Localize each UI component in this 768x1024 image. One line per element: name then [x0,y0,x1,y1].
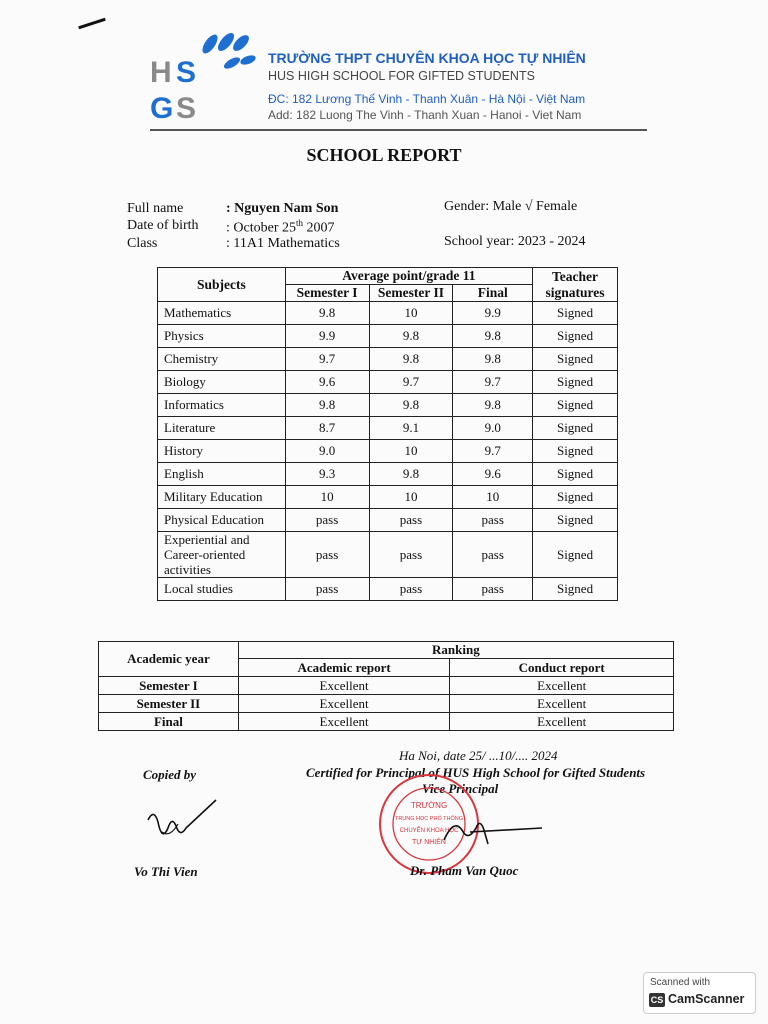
table-row [158,578,618,601]
table-row [158,302,618,325]
pen-mark [78,18,106,30]
semester1-header: Semester I [285,285,369,302]
signature-cell: Signed [533,348,618,371]
teacher-signatures-header: Teacher signatures [533,268,618,302]
semester1-cell: 9.7 [285,348,369,371]
full-name-label: Full name [127,201,184,216]
signature-cell: Signed [533,394,618,417]
table-row [158,532,618,578]
subject-cell: Chemistry [158,348,286,371]
vice-principal-title: Vice Principal [422,781,499,796]
average-header: Average point/grade 11 [285,268,532,285]
semester2-cell: 9.8 [369,348,453,371]
svg-text:G: G [150,92,174,125]
subject-cell: Experiential and Career-oriented activities [158,532,286,578]
semester2-cell: 9.8 [369,325,453,348]
full-name-value: : Nguyen Nam Son [226,201,339,216]
conduct-cell: Excellent [450,695,674,713]
signature-cell: Signed [533,440,618,463]
subjects-header: Subjects [158,268,286,302]
table-row [158,348,618,371]
subject-cell: Biology [158,371,286,394]
subject-cell: Physical Education [158,509,286,532]
semester1-cell: 9.9 [285,325,369,348]
svg-text:S: S [176,92,197,125]
ranking-table [98,641,674,731]
grades-table [157,267,618,601]
semester1-cell: 9.8 [285,394,369,417]
final-header: Final [453,285,533,302]
school-logo [148,30,258,125]
signature-cell: Signed [533,463,618,486]
final-cell: pass [453,509,533,532]
period-cell: Semester I [99,677,239,695]
class-label: Class [127,236,158,251]
header-divider [150,129,647,131]
final-cell: 9.0 [453,417,533,440]
svg-text:H: H [150,56,172,89]
table-row [158,325,618,348]
signer-name: Dr. Pham Van Quoc [410,863,519,878]
school-year: School year: 2023 - 2024 [444,234,586,249]
issue-date: Ha Noi, date 25/ ...10/.... 2024 [399,748,558,763]
signature-cell: Signed [533,509,618,532]
signature-cell: Signed [533,417,618,440]
academic-cell: Excellent [238,713,450,731]
semester2-header: Semester II [369,285,453,302]
academic-cell: Excellent [238,695,450,713]
semester1-cell: 9.6 [285,371,369,394]
svg-text:TỰ NHIÊN: TỰ NHIÊN [412,839,446,846]
table-row [99,677,674,695]
table-row [99,695,674,713]
signature-cell: Signed [533,532,618,578]
final-cell: 9.9 [453,302,533,325]
academic-year-header: Academic year [99,642,239,677]
semester2-cell: pass [369,532,453,578]
final-cell: pass [453,532,533,578]
table-row [158,440,618,463]
table-row [158,417,618,440]
semester1-cell: 9.8 [285,302,369,325]
final-cell: 9.6 [453,463,533,486]
final-cell: 10 [453,486,533,509]
subject-cell: Local studies [158,578,286,601]
semester1-cell: 8.7 [285,417,369,440]
class-value: : 11A1 Mathematics [226,236,340,251]
final-cell: 9.8 [453,394,533,417]
copier-name: Vo Thi Vien [134,864,198,879]
school-name-en: HUS HIGH SCHOOL FOR GIFTED STUDENTS [268,69,535,83]
svg-text:S: S [176,56,197,89]
copied-by-label: Copied by [143,767,197,782]
copier-signature [142,798,222,858]
signature-cell: Signed [533,302,618,325]
signature-cell: Signed [533,371,618,394]
period-cell: Semester II [99,695,239,713]
table-row [158,486,618,509]
table-row [158,394,618,417]
semester1-cell: 9.0 [285,440,369,463]
semester2-cell: 10 [369,486,453,509]
final-cell: 9.8 [453,325,533,348]
subject-cell: History [158,440,286,463]
address-vn: ĐC: 182 Lương Thế Vinh - Thanh Xuân - Hà Nội - Việt Nam [268,92,586,106]
subject-cell: English [158,463,286,486]
subject-cell: Military Education [158,486,286,509]
subject-cell: Informatics [158,394,286,417]
camscanner-watermark: Scanned with CS CamScanner [643,972,756,1014]
svg-text:TRUNG HỌC PHỔ THÔNG: TRUNG HỌC PHỔ THÔNG [394,816,464,822]
address-en: Add: 182 Luong The Vinh - Thanh Xuan - Hanoi - Viet Nam [268,108,582,122]
period-cell: Final [99,713,239,731]
semester2-cell: 9.7 [369,371,453,394]
camscanner-logo-icon: CS [650,995,664,1005]
semester2-cell: 10 [369,440,453,463]
semester2-cell: 9.8 [369,394,453,417]
school-name-vn: TRƯỜNG THPT CHUYÊN KHOA HỌC TỰ NHIÊN [268,50,586,66]
document-title: SCHOOL REPORT [306,145,462,165]
svg-text:TRƯỜNG: TRƯỜNG [410,801,448,810]
table-row [99,713,674,731]
semester2-cell: 9.8 [369,463,453,486]
signature-cell: Signed [533,486,618,509]
dob-value: : October 25th 2007 [226,218,335,236]
gender-field: Gender: Male √ Female [444,199,578,214]
principal-signature [440,810,545,850]
subject-cell: Mathematics [158,302,286,325]
conduct-cell: Excellent [450,713,674,731]
ranking-header: Ranking [238,642,673,659]
final-cell: pass [453,578,533,601]
final-cell: 9.7 [453,440,533,463]
svg-text:CHUYÊN KHOA HỌC: CHUYÊN KHOA HỌC [399,828,459,834]
table-row [158,463,618,486]
final-cell: 9.7 [453,371,533,394]
certified-text: Certified for Principal of HUS High School for Gifted Students [306,765,646,780]
table-row [158,509,618,532]
conduct-cell: Excellent [450,677,674,695]
semester2-cell: pass [369,578,453,601]
academic-report-header: Academic report [238,659,450,677]
academic-cell: Excellent [238,677,450,695]
semester1-cell: 9.3 [285,463,369,486]
semester1-cell: pass [285,578,369,601]
semester1-cell: pass [285,532,369,578]
semester2-cell: 10 [369,302,453,325]
semester2-cell: 9.1 [369,417,453,440]
subject-cell: Physics [158,325,286,348]
signature-cell: Signed [533,578,618,601]
semester1-cell: 10 [285,486,369,509]
table-row [158,371,618,394]
conduct-report-header: Conduct report [450,659,674,677]
dob-label: Date of birth [127,218,199,233]
semester1-cell: pass [285,509,369,532]
semester2-cell: pass [369,509,453,532]
signature-cell: Signed [533,325,618,348]
final-cell: 9.8 [453,348,533,371]
subject-cell: Literature [158,417,286,440]
